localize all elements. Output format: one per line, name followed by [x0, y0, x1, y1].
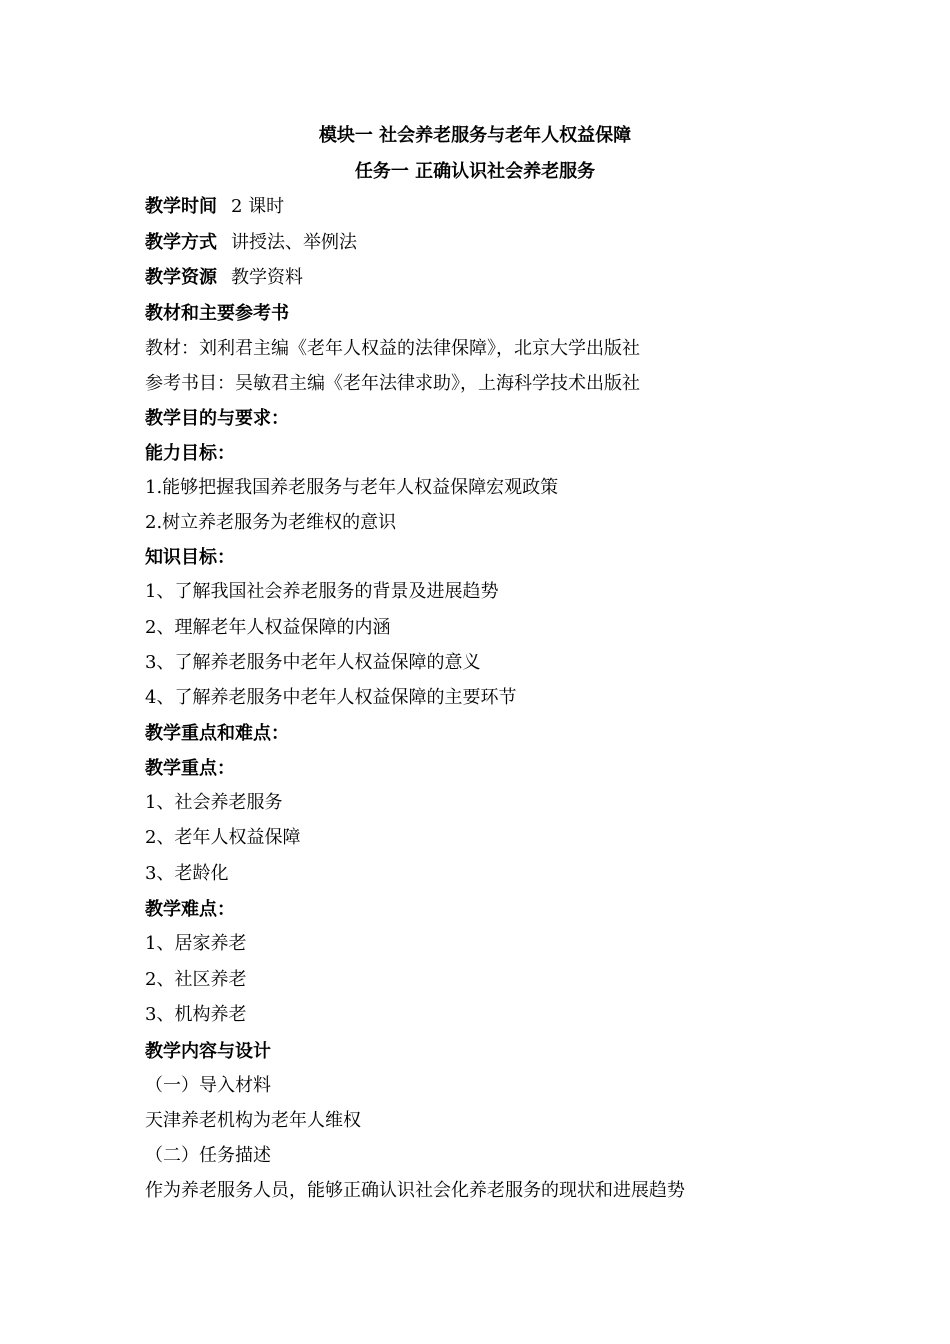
- focus-item: 1、社会养老服务: [145, 792, 283, 813]
- ability-heading: 能力目标：: [145, 443, 235, 464]
- teaching-resource-value: 教学资料: [231, 267, 303, 288]
- teaching-resource-row: [145, 266, 303, 290]
- ability-item: 1.能够把握我国养老服务与老年人权益保障宏观政策: [145, 477, 559, 498]
- knowledge-item: 2、理解老年人权益保障的内涵: [145, 617, 391, 638]
- teaching-time-label: 教学时间: [145, 196, 217, 217]
- focus-item: 3、老龄化: [145, 863, 229, 884]
- task-text: 作为养老服务人员，能够正确认识社会化养老服务的现状和进展趋势: [145, 1180, 685, 1201]
- teaching-method-row: [145, 231, 357, 255]
- teaching-time-value: 2 课时: [231, 196, 285, 217]
- difficulty-heading: 教学难点：: [145, 899, 235, 920]
- focus-item: 2、老年人权益保障: [145, 827, 301, 848]
- module-title: 模块一 社会养老服务与老年人权益保障: [318, 125, 632, 146]
- intro-text: 天津养老机构为老年人维权: [145, 1110, 361, 1131]
- task-title: 任务一 正确认识社会养老服务: [354, 161, 596, 182]
- intro-heading: （一）导入材料: [145, 1075, 271, 1096]
- knowledge-heading: 知识目标：: [145, 547, 235, 568]
- difficulty-item: 2、社区养老: [145, 969, 247, 990]
- knowledge-item: 4、了解养老服务中老年人权益保障的主要环节: [145, 687, 517, 708]
- references-heading: 教材和主要参考书: [145, 303, 289, 324]
- task-heading: （二）任务描述: [145, 1145, 271, 1166]
- key-points-heading: 教学重点和难点：: [145, 723, 289, 744]
- ability-item: 2.树立养老服务为老维权的意识: [145, 512, 397, 533]
- focus-heading: 教学重点：: [145, 758, 235, 779]
- objectives-heading: 教学目的与要求：: [145, 408, 289, 429]
- knowledge-item: 3、了解养老服务中老年人权益保障的意义: [145, 652, 481, 673]
- textbook-line: 教材：刘利君主编《老年人权益的法律保障》，北京大学出版社: [145, 338, 640, 359]
- teaching-method-value: 讲授法、举例法: [231, 232, 357, 253]
- knowledge-item: 1、了解我国社会养老服务的背景及进展趋势: [145, 581, 499, 602]
- reference-book-line: 参考书目：吴敏君主编《老年法律求助》，上海科学技术出版社: [145, 373, 640, 394]
- teaching-time-row: [145, 195, 284, 219]
- teaching-resource-label: 教学资源: [145, 267, 217, 288]
- difficulty-item: 1、居家养老: [145, 933, 247, 954]
- teaching-method-label: 教学方式: [145, 232, 217, 253]
- difficulty-item: 3、机构养老: [145, 1004, 247, 1025]
- content-heading: 教学内容与设计: [145, 1041, 271, 1062]
